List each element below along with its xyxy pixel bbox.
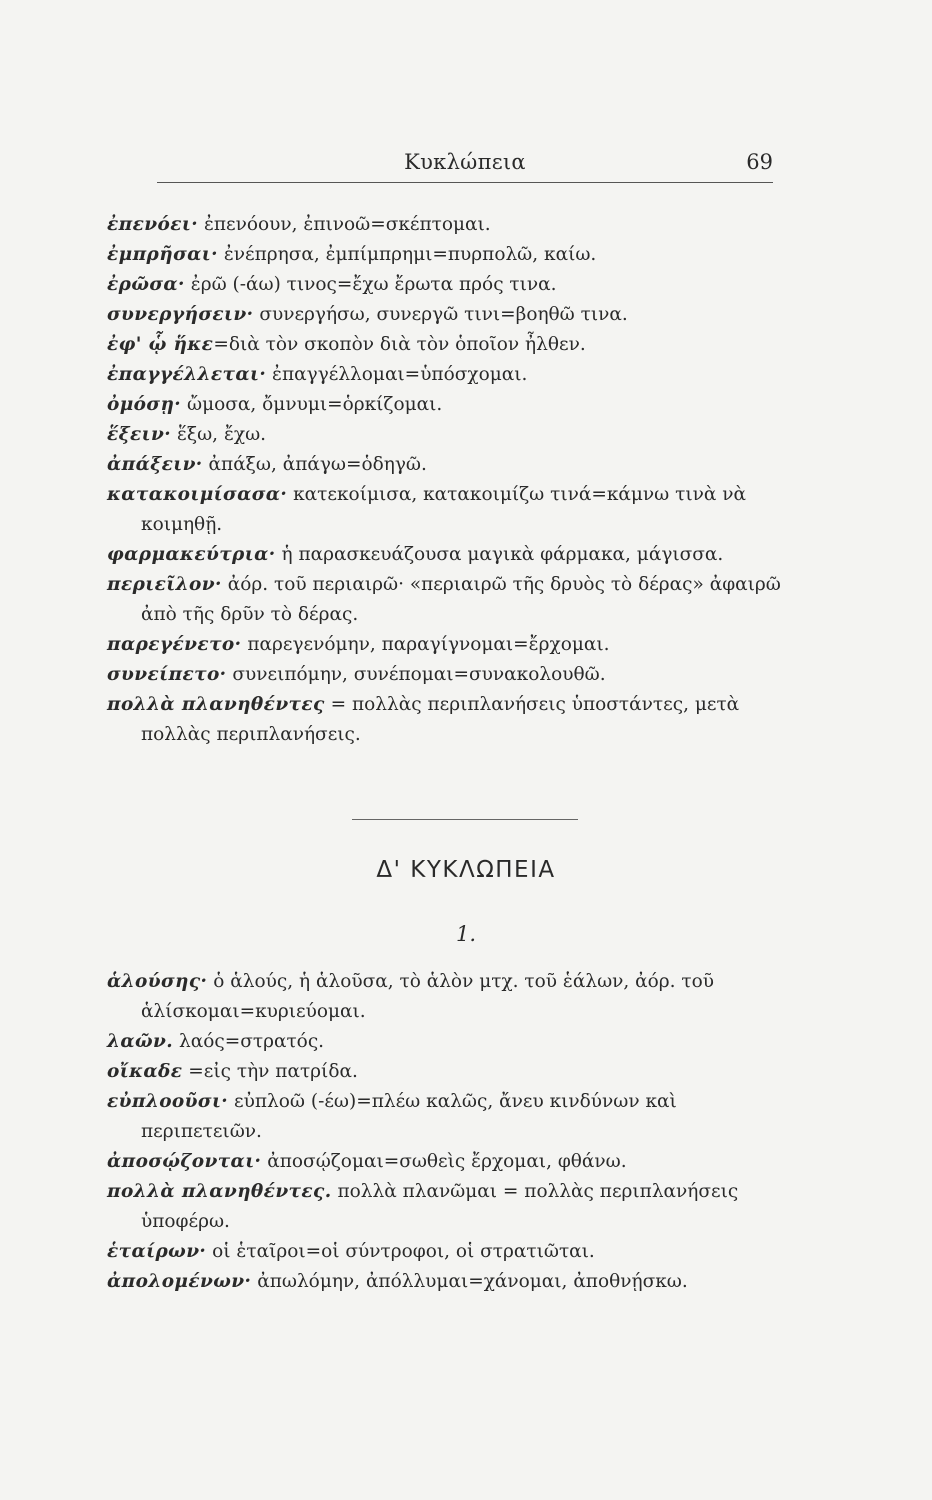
page-number: 69 <box>746 150 773 174</box>
glossary-entry <box>107 660 787 690</box>
glossary-entry <box>107 390 787 420</box>
entry-definition: κατεκοίμισα, κατακοιμίζω τινά=κάμνω τινὰ νὰ κοιμηθῇ. <box>141 484 746 535</box>
glossary-entry <box>107 420 787 450</box>
entry-lemma: ἀπολομένων· <box>107 1271 252 1292</box>
entry-lemma: πολλὰ πλανηθέντες <box>107 694 325 715</box>
glossary-entry <box>107 1087 787 1147</box>
glossary-entry <box>107 1267 787 1297</box>
entry-definition: λαός=στρατός. <box>173 1031 325 1052</box>
glossary-entry <box>107 630 787 660</box>
entry-lemma: ἐμπρῆσαι· <box>107 244 218 265</box>
entry-lemma: ἐρῶσα· <box>107 274 185 295</box>
entry-lemma: οἴκαδε <box>107 1061 183 1082</box>
glossary-bottom <box>107 967 787 1297</box>
entry-definition: ἡ παρασκευάζουσα μαγικὰ φάρμακα, μάγισσα. <box>275 544 724 565</box>
glossary-entry <box>107 270 787 300</box>
glossary-entry <box>107 1147 787 1177</box>
glossary-entry <box>107 330 787 360</box>
section-title: Δ' ΚΥΚΛΩΠΕΙΑ <box>376 857 556 883</box>
glossary-entry <box>107 1237 787 1267</box>
entry-definition: =εἰς τὴν πατρίδα. <box>182 1061 358 1082</box>
entry-lemma: περιεῖλον· <box>107 574 222 595</box>
entry-definition: ἕξω, ἔχω. <box>171 424 267 445</box>
entry-lemma: ἕξειν· <box>107 424 172 445</box>
glossary-entry <box>107 1177 787 1237</box>
entry-definition: ἀπάξω, ἀπάγω=ὁδηγῶ. <box>202 454 427 475</box>
entry-lemma: ἐφ' ᾧ ἥκε <box>107 334 214 355</box>
entry-definition: ἐπαγγέλλομαι=ὑπόσχομαι. <box>266 364 528 385</box>
entry-lemma: συνεργήσειν· <box>107 304 254 325</box>
glossary-entry <box>107 967 787 1027</box>
entry-lemma: ἐπαγγέλλεται· <box>107 364 267 385</box>
glossary-entry <box>107 540 787 570</box>
entry-lemma: παρεγένετο· <box>107 634 242 655</box>
entry-definition: συνειπόμην, συνέπομαι=συνακολουθῶ. <box>226 664 606 685</box>
entry-definition: =διὰ τὸν σκοπὸν διὰ τὸν ὁποῖον ἦλθεν. <box>213 334 586 355</box>
glossary-entry <box>107 450 787 480</box>
glossary-entry <box>107 360 787 390</box>
glossary-entry <box>107 690 787 750</box>
running-title: Κυκλώπεια <box>404 150 526 174</box>
glossary-entry <box>107 240 787 270</box>
entry-definition: πολλὰ πλανῶμαι = πολλὰς περιπλανήσεις ὑποφέρω. <box>141 1181 739 1232</box>
page-header <box>157 150 773 183</box>
entry-definition: οἱ ἑταῖροι=οἱ σύντροφοι, οἱ στρατιῶται. <box>206 1241 595 1262</box>
entry-lemma: ὀμόσῃ· <box>107 394 182 415</box>
entry-definition: ἀποσῴζομαι=σωθεὶς ἔρχομαι, φθάνω. <box>261 1151 627 1172</box>
glossary-top <box>107 210 787 750</box>
entry-lemma: φαρμακεύτρια· <box>107 544 276 565</box>
entry-lemma: ἐπενόει· <box>107 214 199 235</box>
entry-definition: ἐνέπρησα, ἐμπίμπρημι=πυρπολῶ, καίω. <box>217 244 597 265</box>
section-divider <box>352 819 578 820</box>
entry-lemma: πολλὰ πλανηθέντες. <box>107 1181 332 1202</box>
entry-lemma: ἀποσῴζονται· <box>107 1151 262 1172</box>
glossary-entry <box>107 1027 787 1057</box>
entry-lemma: συνείπετο· <box>107 664 227 685</box>
entry-definition: ἐρῶ (-άω) τινος=ἔχω ἔρωτα πρός τινα. <box>184 274 557 295</box>
entry-lemma: λαῶν. <box>107 1031 174 1052</box>
entry-lemma: ἑταίρων· <box>107 1241 207 1262</box>
glossary-entry <box>107 300 787 330</box>
entry-lemma: ἁλούσης· <box>107 971 208 992</box>
entry-lemma: ἀπάξειν· <box>107 454 203 475</box>
entry-definition: ὁ ἁλούς, ἡ ἁλοῦσα, τὸ ἁλὸν μτχ. τοῦ ἑάλων, ἀόρ. τοῦ ἁλίσκομαι=κυριεύομαι. <box>141 971 715 1022</box>
entry-lemma: εὐπλοοῦσι· <box>107 1091 229 1112</box>
glossary-entry <box>107 1057 787 1087</box>
glossary-entry <box>107 570 787 630</box>
entry-definition: = πολλὰς περιπλανήσεις ὑποστάντες, μετὰ πολλὰς περιπλανήσεις. <box>141 694 740 745</box>
glossary-entry <box>107 210 787 240</box>
entry-definition: ἀόρ. τοῦ περιαιρῶ· «περιαιρῶ τῆς δρυὸς τὸ δέρας» ἀφαιρῶ ἀπὸ τῆς δρῦν τὸ δέρας. <box>141 574 781 625</box>
entry-lemma: κατακοιμίσασα· <box>107 484 288 505</box>
entry-definition: παρεγενόμην, παραγίγνομαι=ἔρχομαι. <box>241 634 610 655</box>
entry-definition: ἐπενόουν, ἐπινοῶ=σκέπτομαι. <box>198 214 491 235</box>
entry-definition: εὐπλοῶ (-έω)=πλέω καλῶς, ἄνευ κινδύνων καὶ περιπετειῶν. <box>141 1091 677 1142</box>
entry-definition: ὤμοσα, ὄμνυμι=ὁρκίζομαι. <box>181 394 443 415</box>
entry-definition: ἀπωλόμην, ἀπόλλυμαι=χάνομαι, ἀποθνῄσκω. <box>251 1271 688 1292</box>
glossary-entry <box>107 480 787 540</box>
section-number: 1. <box>455 922 477 946</box>
entry-definition: συνεργήσω, συνεργῶ τινι=βοηθῶ τινα. <box>253 304 628 325</box>
